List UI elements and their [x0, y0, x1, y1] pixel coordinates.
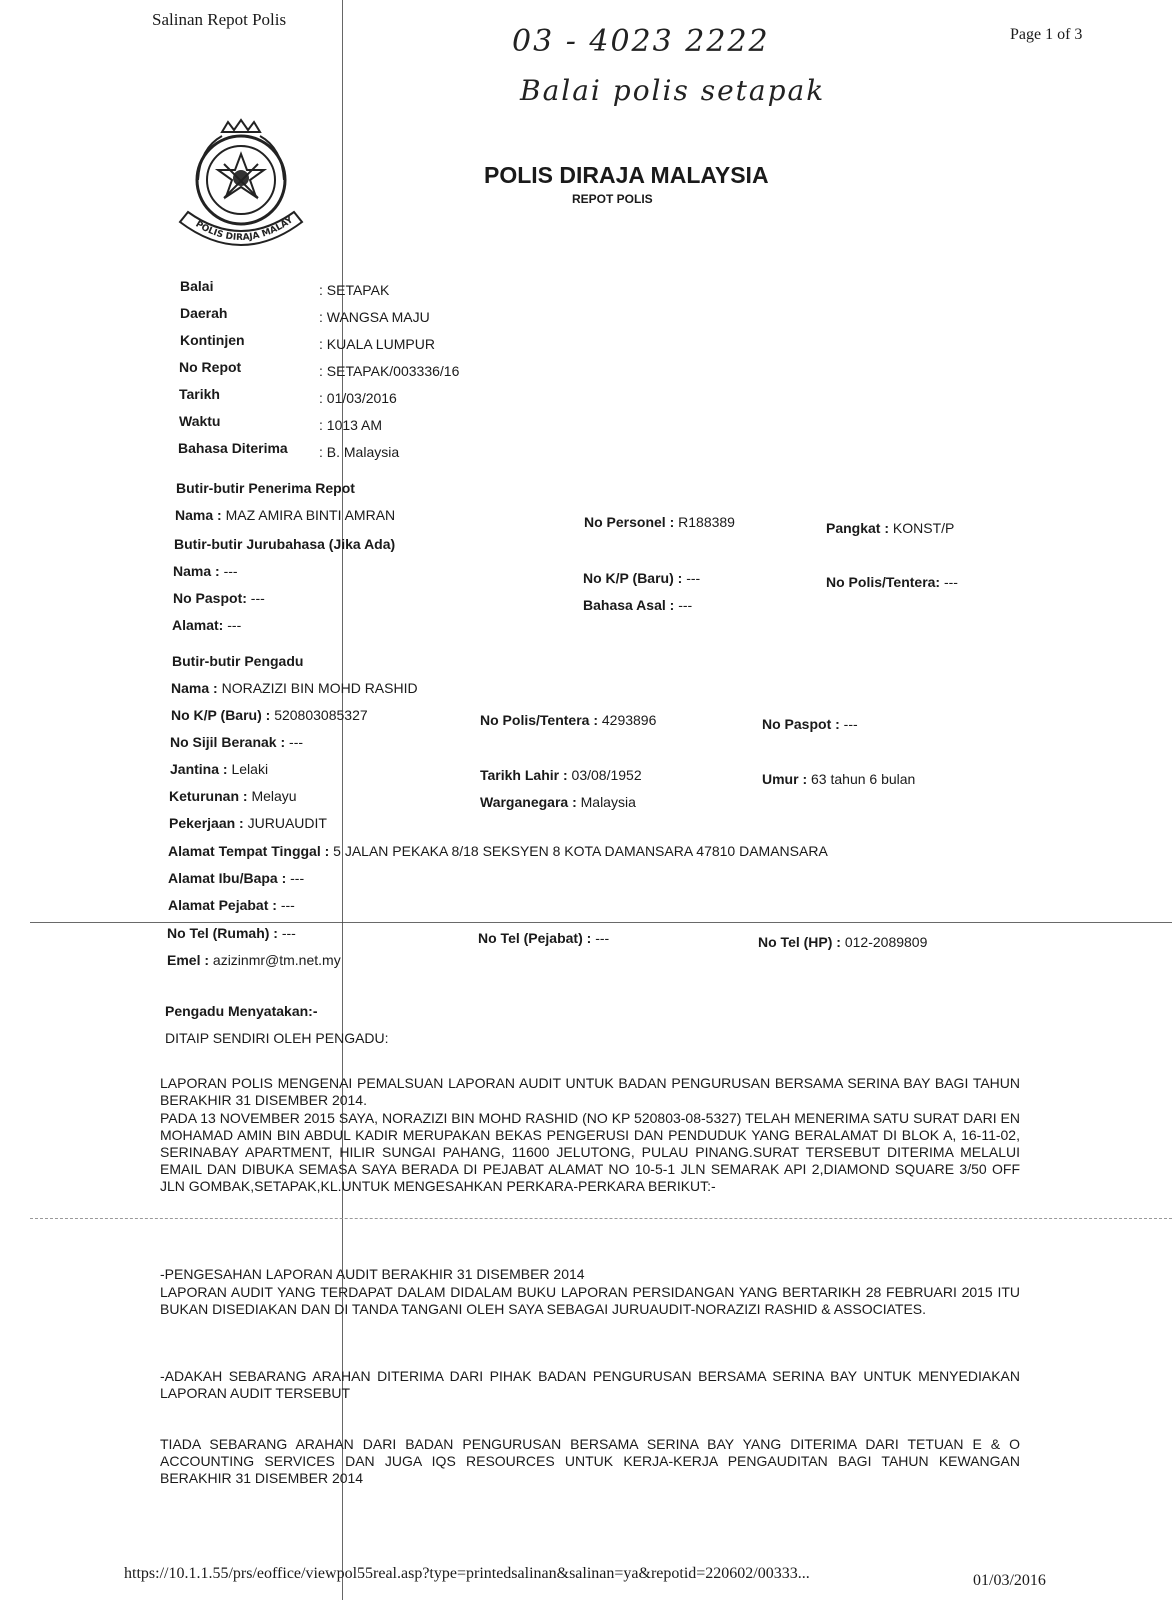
receiver-name: Nama : MAZ AMIRA BINTI AMRAN: [175, 507, 396, 523]
complainant-kp: No K/P (Baru) : 520803085327: [171, 707, 368, 723]
complainant-tel-pejabat: No Tel (Pejabat) : ---: [478, 930, 610, 946]
statement-typed-by: DITAIP SENDIRI OLEH PENGADU:: [165, 1030, 389, 1046]
page-title: POLIS DIRAJA MALAYSIA: [484, 162, 769, 188]
complainant-tel-hp: No Tel (HP) : 012-2089809: [758, 934, 928, 950]
tarikh-value: : 01/03/2016: [319, 390, 397, 406]
interpreter-paspot: No Paspot: ---: [173, 590, 265, 606]
bahasa-label: Bahasa Diterima: [178, 440, 288, 456]
complainant-name: Nama : NORAZIZI BIN MOHD RASHID: [171, 680, 418, 696]
police-emblem-icon: [176, 118, 306, 265]
interpreter-bahasa: Bahasa Asal : ---: [583, 597, 693, 613]
no-repot-value: : SETAPAK/003336/16: [319, 363, 460, 379]
balai-value: : SETAPAK: [319, 282, 390, 298]
complainant-alamat: Alamat Tempat Tinggal : 5 JALAN PEKAKA 8/18 SEKSYEN 8 KOTA DAMANSARA 47810 DAMANSARA: [168, 843, 828, 859]
emblem-text: POLIS DIRAJA MALAY: [193, 215, 296, 244]
complainant-jantina: Jantina : Lelaki: [170, 761, 269, 777]
handwritten-station: Balai polis setapak: [520, 74, 826, 107]
statement-paragraph-5: TIADA SEBARANG ARAHAN DARI BADAN PENGURUSAN BERSAMA SERINA BAY YANG DITERIMA DARI TETUAN E & O ACCOUNTING SERVICES DAN JUGA IQS RESOURCES UNTUK KERJA-KERJA PENGAUDITAN BAGI TAHUN KEWANGAN BERAKHIR 31 DISEMBER 2014: [160, 1436, 1020, 1486]
fold-line-horizontal: [30, 922, 1172, 923]
complainant-tel-rumah: No Tel (Rumah) : ---: [167, 925, 296, 941]
footer-date: 01/03/2016: [973, 1572, 1046, 1589]
complainant-warga: Warganegara : Malaysia: [480, 794, 636, 810]
statement-heading: Pengadu Menyatakan:-: [165, 1003, 318, 1019]
complainant-emel: Emel : azizinmr@tm.net.my: [167, 952, 341, 968]
page-number: Page 1 of 3: [1010, 26, 1083, 43]
waktu-value: : 1013 AM: [319, 417, 383, 433]
daerah-label: Daerah: [180, 305, 228, 321]
waktu-label: Waktu: [179, 413, 221, 429]
copy-label: Salinan Repot Polis: [152, 10, 287, 29]
complainant-polis: No Polis/Tentera : 4293896: [480, 712, 657, 728]
fold-line-dashed: [30, 1218, 1172, 1219]
interpreter-polis: No Polis/Tentera: ---: [826, 574, 958, 590]
daerah-value: : WANGSA MAJU: [319, 309, 430, 325]
complainant-lahir: Tarikh Lahir : 03/08/1952: [480, 767, 642, 783]
complainant-heading: Butir-butir Pengadu: [172, 653, 304, 669]
fold-line-vertical: [342, 0, 343, 1600]
bahasa-value: : B. Malaysia: [319, 444, 400, 460]
kontinjen-label: Kontinjen: [180, 332, 245, 348]
page-subtitle: REPOT POLIS: [572, 192, 653, 206]
receiver-pangkat: Pangkat : KONST/P: [826, 520, 955, 536]
balai-label: Balai: [180, 278, 214, 294]
receiver-personel: No Personel : R188389: [584, 514, 735, 530]
interpreter-alamat: Alamat: ---: [172, 617, 242, 633]
no-repot-label: No Repot: [179, 359, 242, 375]
interpreter-kp: No K/P (Baru) : ---: [583, 570, 701, 586]
statement-paragraph-3-title: -PENGESAHAN LAPORAN AUDIT BERAKHIR 31 DISEMBER 2014: [160, 1266, 585, 1282]
complainant-keturunan: Keturunan : Melayu: [169, 788, 297, 804]
complainant-paspot: No Paspot : ---: [762, 716, 858, 732]
complainant-sijil: No Sijil Beranak : ---: [170, 734, 304, 750]
handwritten-phone: 03 - 4023 2222: [512, 24, 770, 59]
complainant-ibubapa: Alamat Ibu/Bapa : ---: [168, 870, 305, 886]
complainant-umur: Umur : 63 tahun 6 bulan: [762, 771, 916, 787]
tarikh-label: Tarikh: [179, 386, 220, 402]
footer-url[interactable]: https://10.1.1.55/prs/eoffice/viewpol55real.asp?type=printedsalinan&salinan=ya&repotid=220602/00333...: [124, 1565, 810, 1582]
statement-paragraph-1: LAPORAN POLIS MENGENAI PEMALSUAN LAPORAN AUDIT UNTUK BADAN PENGURUSAN BERSAMA SERINA BAY BAGI TAHUN BERAKHIR 31 DISEMBER 2014.: [160, 1075, 1020, 1108]
statement-paragraph-2: PADA 13 NOVEMBER 2015 SAYA, NORAZIZI BIN MOHD RASHID (NO KP 520803-08-5327) TELAH MENERIMA SATU SURAT DARI EN MOHAMAD AMIN BIN ABDUL KADIR MERUPAKAN BEKAS PENGERUSI DAN PENDUDUK YANG BERALAMAT DI BLOK A, 16-11-02, SERINABAY APARTMENT, HILIR SUNGAI PAHANG, 11600 JELUTONG, PULAU PINANG.SURAT TERSEBUT DITERIMA MELALUI EMAIL DAN DIBUKA SEMASA SAYA BERADA DI PEJABAT ALAMAT NO 10-5-1 JLN SEMARAK API 2,DIAMOND SQUARE 3/50 OFF JLN GOMBAK,SETAPAK,KL.UNTUK MENGESAHKAN PERKARA-PERKARA BERIKUT:-: [160, 1110, 1020, 1194]
interpreter-heading: Butir-butir Jurubahasa (Jika Ada): [174, 536, 396, 552]
interpreter-name: Nama : ---: [173, 563, 238, 579]
statement-paragraph-3: LAPORAN AUDIT YANG TERDAPAT DALAM DIDALAM BUKU LAPORAN PERSIDANGAN YANG BERTARIKH 28 FEBRUARI 2015 ITU BUKAN DISEDIAKAN DAN DI TANDA TANGANI OLEH SAYA SEBAGAI JURUAUDIT-NORAZIZI RASHID & ASSOCIATES.: [160, 1284, 1020, 1317]
statement-paragraph-4: -ADAKAH SEBARANG ARAHAN DITERIMA DARI PIHAK BADAN PENGURUSAN BERSAMA SERINA BAY UNTUK MENYEDIAKAN LAPORAN AUDIT TERSEBUT: [160, 1368, 1020, 1401]
complainant-pekerjaan: Pekerjaan : JURUAUDIT: [169, 815, 327, 831]
complainant-pejabat: Alamat Pejabat : ---: [168, 897, 295, 913]
kontinjen-value: : KUALA LUMPUR: [319, 336, 435, 352]
receiver-heading: Butir-butir Penerima Repot: [176, 480, 355, 496]
